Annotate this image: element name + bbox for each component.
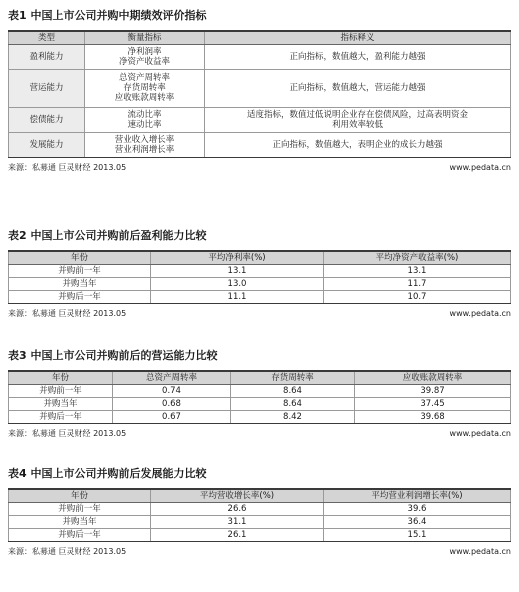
table4-year-cell: 并购后一年 [9, 528, 151, 541]
table4-value-cell: 15.1 [324, 528, 511, 541]
table4-section [8, 466, 511, 558]
table4-value-cell: 26.1 [151, 528, 324, 541]
table1-metric-item: 应收账款周转率 [114, 93, 175, 103]
table1-desc-cell: 正向指标，数值越大，营运能力越强 [205, 69, 511, 107]
table3-year-cell: 并购当年 [9, 397, 113, 410]
table1-site: www.pedata.cn [449, 162, 511, 172]
table4-header-year: 年份 [9, 489, 151, 502]
table2-section [8, 228, 511, 320]
table2 [8, 250, 511, 304]
table3-site: www.pedata.cn [449, 428, 511, 438]
table3-value-cell: 0.74 [113, 384, 231, 397]
table1-header-type: 类型 [9, 31, 85, 44]
table3-header-asset-turnover: 总资产周转率 [113, 371, 231, 384]
table-row [9, 410, 511, 423]
table1-desc-line: 适度指标，数值过低说明企业存在偿债风险，过高表明资金 [246, 109, 468, 120]
table3-header-year: 年份 [9, 371, 113, 384]
table3-year-cell: 并购后一年 [9, 410, 113, 423]
table3-value-cell: 8.64 [231, 384, 355, 397]
table-row [9, 132, 511, 157]
table3-value-cell: 39.87 [355, 384, 511, 397]
table1-desc-cell [205, 107, 511, 132]
table1-section [8, 8, 511, 174]
table3-header-receivable-turnover: 应收账款周转率 [355, 371, 511, 384]
table1-metric-item: 存货周转率 [123, 83, 166, 93]
table1-type-cell: 营运能力 [9, 69, 85, 107]
table-row [9, 264, 511, 277]
table2-source-line [8, 308, 511, 320]
table3-title: 表3 中国上市公司并购前后的营运能力比较 [8, 349, 218, 362]
table1-header-desc: 指标释义 [205, 31, 511, 44]
table4-value-cell: 31.1 [151, 515, 324, 528]
table1-type-cell: 发展能力 [9, 132, 85, 157]
table3 [8, 370, 511, 424]
table1-type-cell: 盈利能力 [9, 44, 85, 69]
table-row [9, 69, 511, 107]
table1-desc-cell: 正向指标，数值越大，表明企业的成长力越强 [205, 132, 511, 157]
table2-source: 来源：私募通 巨灵财经 2013.05 [8, 308, 127, 318]
table1-desc-cell: 正向指标，数值越大，盈利能力越强 [205, 44, 511, 69]
table-row [9, 502, 511, 515]
table1-metric-item: 净资产收益率 [118, 56, 170, 67]
table2-header-year: 年份 [9, 251, 151, 264]
table1-metric-item: 流动比率 [127, 109, 162, 120]
table2-header-net-margin: 平均净利率(%) [151, 251, 324, 264]
table1-metric-item: 净利润率 [127, 46, 162, 57]
table3-header-inventory-turnover: 存货周转率 [231, 371, 355, 384]
table1-metric-cell [85, 69, 205, 107]
table1-header-metric: 衡量指标 [85, 31, 205, 44]
table1-title: 表1 中国上市公司并购中期绩效评价指标 [8, 9, 207, 22]
table4-header-profit-growth: 平均营业利润增长率(%) [324, 489, 511, 502]
table-row [9, 44, 511, 69]
table1 [8, 30, 511, 158]
table1-metric-cell [85, 107, 205, 132]
table4-site: www.pedata.cn [449, 546, 511, 556]
table1-source: 来源：私募通 巨灵财经 2013.05 [8, 162, 127, 172]
table3-value-cell: 0.67 [113, 410, 231, 423]
table1-metric-item: 营业收入增长率 [114, 134, 175, 145]
table4-value-cell: 36.4 [324, 515, 511, 528]
table2-year-cell: 并购前一年 [9, 264, 151, 277]
table4-header-revenue-growth: 平均营收增长率(%) [151, 489, 324, 502]
table3-value-cell: 0.68 [113, 397, 231, 410]
table4-value-cell: 26.6 [151, 502, 324, 515]
table2-title: 表2 中国上市公司并购前后盈利能力比较 [8, 229, 207, 242]
table3-value-cell: 8.64 [231, 397, 355, 410]
table3-value-cell: 39.68 [355, 410, 511, 423]
table4-source: 来源：私募通 巨灵财经 2013.05 [8, 546, 127, 556]
table4-title: 表4 中国上市公司并购前后发展能力比较 [8, 467, 207, 480]
table3-source-line [8, 428, 511, 440]
table-row [9, 290, 511, 303]
table2-value-cell: 13.0 [151, 277, 324, 290]
table2-header-roe: 平均净资产收益率(%) [324, 251, 511, 264]
table1-source-line [8, 162, 511, 174]
table4-year-cell: 并购前一年 [9, 502, 151, 515]
table2-year-cell: 并购当年 [9, 277, 151, 290]
table2-value-cell: 11.1 [151, 290, 324, 303]
table4-year-cell: 并购当年 [9, 515, 151, 528]
table1-metric-item: 总资产周转率 [118, 73, 170, 83]
table1-metric-cell [85, 132, 205, 157]
table2-value-cell: 13.1 [324, 264, 511, 277]
table3-source: 来源：私募通 巨灵财经 2013.05 [8, 428, 127, 438]
table-row [9, 397, 511, 410]
table1-type-cell: 偿债能力 [9, 107, 85, 132]
table-row [9, 528, 511, 541]
table2-year-cell: 并购后一年 [9, 290, 151, 303]
table2-value-cell: 10.7 [324, 290, 511, 303]
table-row [9, 107, 511, 132]
table2-site: www.pedata.cn [449, 308, 511, 318]
table3-value-cell: 37.45 [355, 397, 511, 410]
table3-section [8, 348, 511, 440]
table1-metric-item: 速动比率 [127, 119, 162, 130]
table3-year-cell: 并购前一年 [9, 384, 113, 397]
table-row [9, 277, 511, 290]
table2-value-cell: 11.7 [324, 277, 511, 290]
table-row [9, 384, 511, 397]
table-row [9, 515, 511, 528]
table1-metric-cell [85, 44, 205, 69]
table4-source-line [8, 546, 511, 558]
table3-value-cell: 8.42 [231, 410, 355, 423]
table4 [8, 488, 511, 542]
table1-metric-item: 营业利润增长率 [114, 144, 175, 155]
table2-value-cell: 13.1 [151, 264, 324, 277]
table4-value-cell: 39.6 [324, 502, 511, 515]
table1-desc-line: 利用效率较低 [331, 119, 383, 130]
